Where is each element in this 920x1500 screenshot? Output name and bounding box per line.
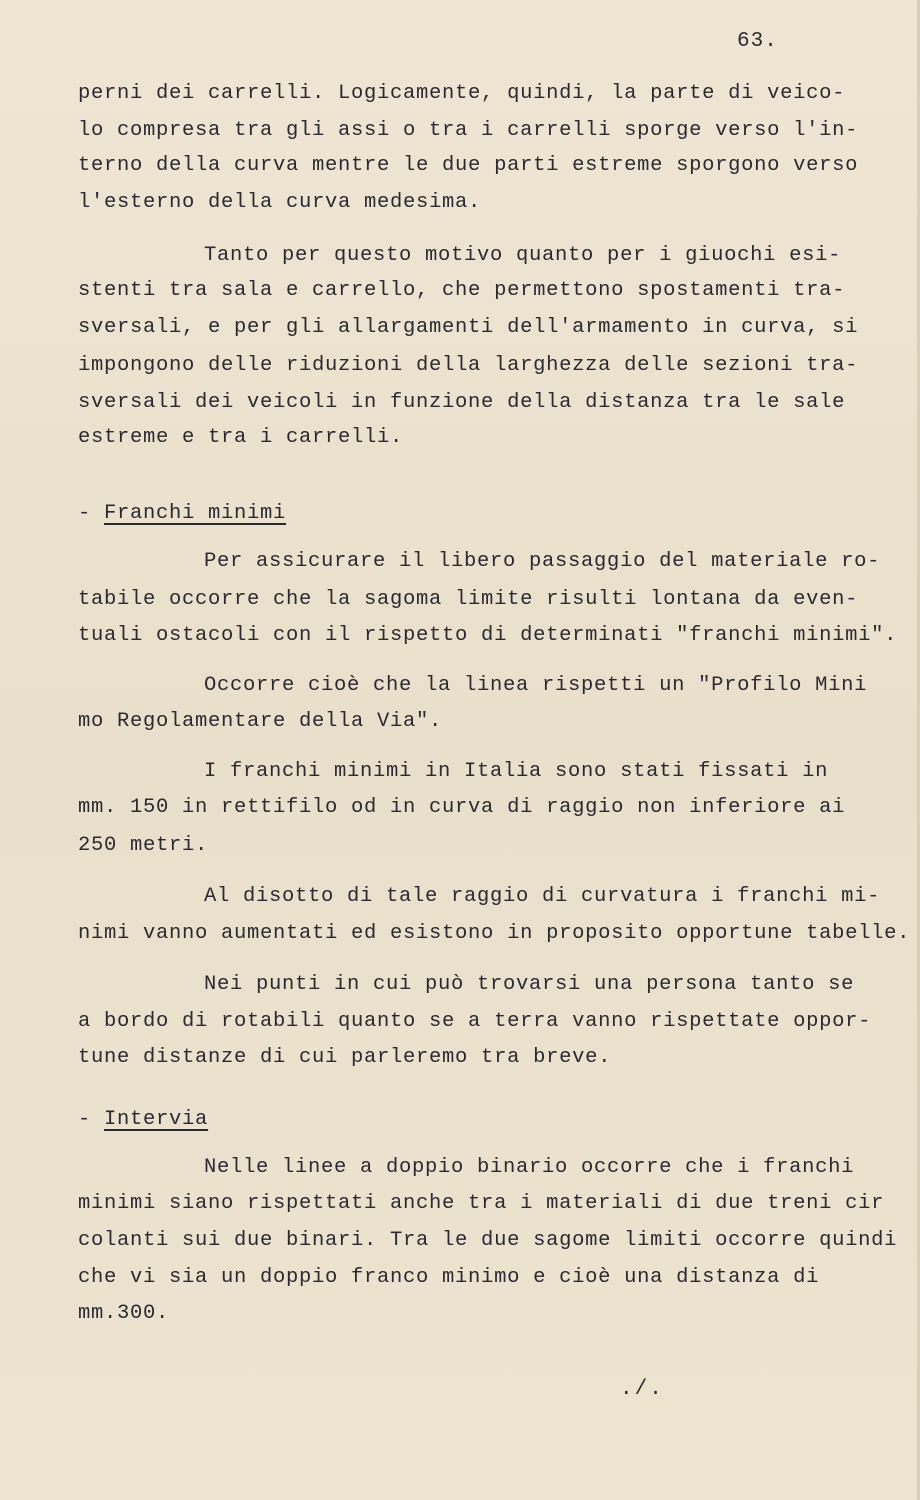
text-line: minimi siano rispettati anche tra i materiali di due treni cir [78,1192,885,1215]
text-line: nimi vanno aumentati ed esistono in proposito opportune tabelle. [78,922,911,945]
section-heading-intervia [78,1108,208,1131]
text-line: perni dei carrelli. Logicamente, quindi, la parte di veico- [78,82,846,105]
page-number: 63. [737,30,778,53]
text-line: 250 metri. [78,834,209,857]
text-line: estreme e tra i carrelli. [78,426,404,449]
text-line: Occorre cioè che la linea rispetti un "Profilo Mini [204,674,868,697]
text-line: terno della curva mentre le due parti estreme sporgono verso [78,154,859,177]
text-line: tabile occorre che la sagoma limite risulti lontana da even- [78,588,859,611]
text-line: sversali dei veicoli in funzione della distanza tra le sale [78,391,846,414]
text-line: colanti sui due binari. Tra le due sagome limiti occorre quindi [78,1229,898,1252]
continuation-mark: ./. [620,1378,664,1401]
text-line: stenti tra sala e carrello, che permettono spostamenti tra- [78,279,846,302]
text-line: tuali ostacoli con il rispetto di determinati "franchi minimi". [78,624,898,647]
text-line: Al disotto di tale raggio di curvatura i franchi mi- [204,885,881,908]
text-line: impongono delle riduzioni della larghezza delle sezioni tra- [78,354,859,377]
text-line: tune distanze di cui parleremo tra breve. [78,1046,612,1069]
section-heading-franchi-minimi [78,502,286,525]
text-line: che vi sia un doppio franco minimo e cioè una distanza di [78,1266,820,1289]
text-line: Nelle linee a doppio binario occorre che i franchi [204,1156,855,1179]
heading-dash: - [78,502,105,525]
text-line: lo compresa tra gli assi o tra i carrelli sporge verso l'in- [78,119,859,142]
text-line: Nei punti in cui può trovarsi una persona tanto se [204,973,855,996]
text-line: mm.300. [78,1302,170,1325]
heading-title: Franchi minimi [104,502,287,525]
heading-title: Intervia [104,1108,209,1131]
text-line: Per assicurare il libero passaggio del materiale ro- [204,550,881,573]
heading-dash: - [78,1108,105,1131]
text-line: l'esterno della curva medesima. [78,191,482,214]
text-line: I franchi minimi in Italia sono stati fissati in [204,760,829,783]
text-line: mm. 150 in rettifilo od in curva di raggio non inferiore ai [78,796,846,819]
text-line: mo Regolamentare della Via". [78,710,443,733]
text-line: Tanto per questo motivo quanto per i giuochi esi- [204,244,842,267]
text-line: sversali, e per gli allargamenti dell'armamento in curva, si [78,316,859,339]
text-line: a bordo di rotabili quanto se a terra vanno rispettate oppor- [78,1010,872,1033]
